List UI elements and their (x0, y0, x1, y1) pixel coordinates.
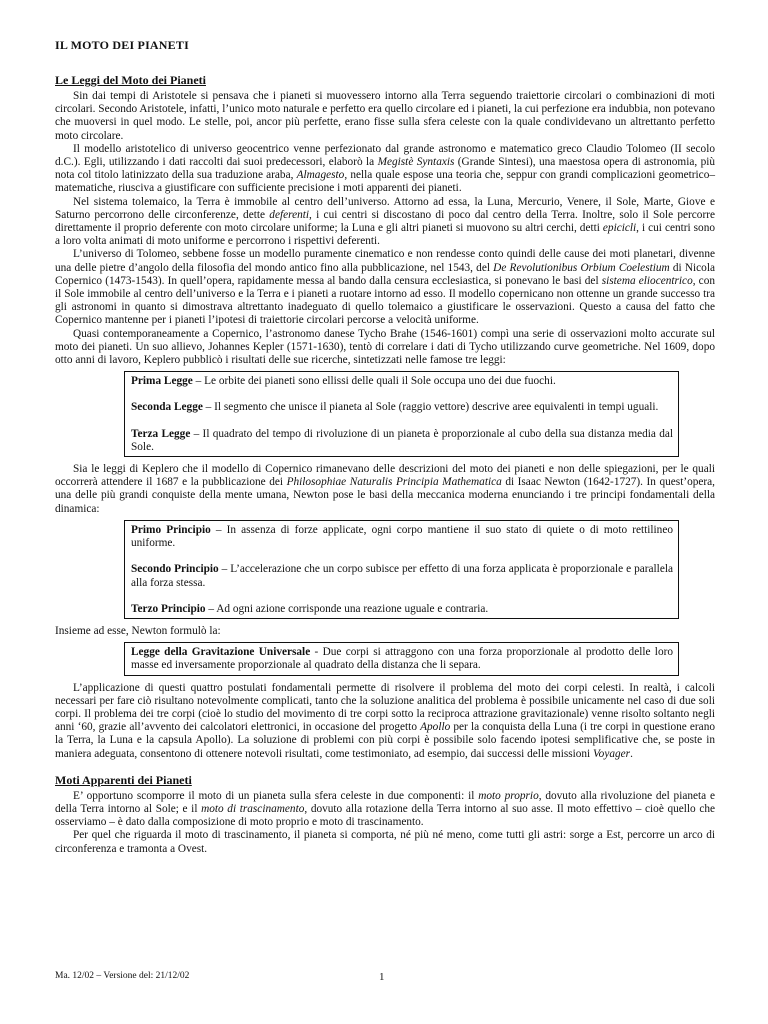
paragraph-ptolemaic-system: Nel sistema tolemaico, la Terra è immobile al centro dell’universo. Attorno ad essa, la Luna, Mercurio, Venere, il Sole, Marte, Giove e Saturno percorrono delle circonferenze, dette deferenti, i cui centri si discostano di poco dal centro della Terra. Inoltre, solo il Sole percorre direttamente il proprio deferente con moto circolare uniforme; la Luna e gli altri pianeti si muovono su altri cerchi, detti epicicli, i cui centri sono a loro volta animati di moto uniforme e percorrono i rispettivi deferenti. (55, 195, 716, 248)
page-number: 1 (379, 971, 385, 983)
kepler-third-law: Terza Legge – Il quadrato del tempo di rivoluzione di un pianeta è proporzionale al cubo della sua distanza media dal Sole. (131, 427, 674, 453)
gravitation-law: Legge della Gravitazione Universale - Due corpi si attraggono con una forza proporzionale al prodotto delle loro masse ed inversamente proporzionale al quadrato della distanza che li separa. (131, 646, 673, 672)
kepler-laws-box (124, 371, 679, 457)
newton-second-principle: Secondo Principio – L’accelerazione che un corpo subisce per effetto di una forza applicata è proporzionale e parallela alla forza stessa. (131, 563, 673, 589)
newton-first-principle: Primo Principio – In assenza di forze applicate, ogni corpo mantiene il suo stato di quiete o di moto rettilineo uniforme. (131, 523, 673, 550)
paragraph-motion-components: E’ opportuno scomporre il moto di un pianeta sulla sfera celeste in due componenti: il moto proprio, dovuto alla rivoluzione del pianeta e della Terra intorno al Sole; e il moto di trascinamento, dovuto alla rotazione della Terra intorno al suo asse. Il moto effettivo – cioè quello che osserviamo – è dato dalla composizione di moto proprio e moto di trascinamento. (55, 789, 716, 829)
section-heading-apparent-motions: Moti Apparenti dei Pianeti (55, 772, 192, 787)
paragraph-gravitation-intro: Insieme ad esse, Newton formulò la: (55, 624, 221, 637)
gravitation-law-box (124, 642, 679, 675)
paragraph-tycho-kepler: Quasi contemporaneamente a Copernico, l’astronomo danese Tycho Brahe (1546-1601) compì una serie di osservazioni molto accurate sul moto dei pianeti. Un suo allievo, Johannes Kepler (1571-1630), tentò di correlare i dati di Tycho utilizzando curve geometriche. Nel 1609, dopo otto anni di lavoro, Keplero pubblicò i risultati delle sue ricerche, sintetizzati nelle famose tre leggi: (55, 327, 715, 367)
version-info: Ma. 12/02 – Versione del: 21/12/02 (55, 971, 190, 981)
section-heading-laws: Le Leggi del Moto dei Pianeti (55, 73, 206, 87)
paragraph-aristotle: Sin dai tempi di Aristotele si pensava che i pianeti si muovessero intorno alla Terra seguendo traiettorie circolari o combinazioni di moti circolari. Secondo Aristotele, infatti, l’unico moto naturale e perfetto era quello circolare ed i pianeti, la cui perfezione era indubbia, non potevano che muoversi in quel modo. Le stelle, poi, ancor più perfette, erano fisse sulla sfera celeste con la quale condividevano un altrettanto perfetto moto circolare. (55, 90, 715, 142)
page-title: IL MOTO DEI PIANETI (55, 38, 189, 52)
document-page (55, 38, 715, 856)
paragraph-diurnal-motion: Per quel che riguarda il moto di trascinamento, il pianeta si comporta, né più né meno, come tutti gli astri: sorge a Est, percorre un arco di circonferenza e tramonta a Ovest. (55, 829, 715, 855)
paragraph-ptolemy: Il modello aristotelico di universo geocentrico venne perfezionato dal grande astronomo e matematico greco Claudio Tolomeo (II secolo d.C.). Egli, utilizzando i dati raccolti dai suoi predecessori, elaborò la Megistè Syntaxis (Grande Sintesi), una maestosa opera di astronomia, più nota col titolo latinizzato della sua traduzione araba, Almagesto, nella quale espose una teoria che, seppur con grandi complicazioni geometrico–matematiche, riusciva a giustificare con sufficiente precisione i moti apparenti dei pianeti. (55, 142, 716, 195)
kepler-first-law: Prima Legge – Le orbite dei pianeti sono ellissi delle quali il Sole occupa uno dei due fuochi. (131, 375, 556, 388)
paragraph-celestial-mechanics: L’applicazione di questi quattro postulati fondamentali permette di risolvere il problema del moto dei corpi celesti. In realtà, i calcoli necessari per fare ciò risultano notevolmente complicati, tanto che la soluzione analitica del problema è possibile unicamente nel caso di due soli corpi. Il problema dei tre corpi (cioè lo studio del movimento di tre corpi sotto la reciproca attrazione gravitazionale) venne risolto soltanto negli anni ‘60, grazie all’avvento dei calcolatori elettronici, in occasione del progetto Apollo per la conquista della Luna (i tre corpi in questione erano la Terra, la Luna e la capsula Apollo). La soluzione di problemi con più corpi è possibile solo facendo ipotesi semplificative che, se poste in maniera adeguata, consentono di ottenere notevoli risultati, come testimoniato, ad esempio, dai successi delle missioni Voyager. (55, 681, 715, 760)
kepler-second-law: Seconda Legge – Il segmento che unisce il pianeta al Sole (raggio vettore) descrive aree equivalenti in tempi uguali. (131, 401, 659, 414)
page-footer (55, 970, 715, 982)
paragraph-newton: Sia le leggi di Keplero che il modello di Copernico rimanevano delle descrizioni del moto dei pianeti e non delle spiegazioni, per le quali occorrerà attendere il 1687 e la pubblicazione dei Philosophiae Naturalis Principia Mathematica di Isaac Newton (1642-1727). In quest’opera, una delle più grandi conquiste della mente umana, Newton pose le basi della meccanica moderna enunciando i tre principi fondamentali della dinamica: (55, 463, 716, 515)
newton-principles-box (124, 520, 679, 619)
newton-third-principle: Terzo Principio – Ad ogni azione corrisponde una reazione uguale e contraria. (131, 602, 489, 615)
paragraph-copernicus: L’universo di Tolomeo, sebbene fosse un modello puramente cinematico e non rendesse conto quindi delle cause dei moti planetari, divenne una delle pietre d’angolo della filosofia del mondo antico fino alla pubblicazione, nel 1543, del De Revolutionibus Orbium Coelestium di Nicola Copernico (1473-1543). In quell’opera, rapidamente messa al bando dalla censura ecclesiastica, si ponevano le basi del sistema eliocentrico, con il Sole immobile al centro dell’universo e la Terra e i pianeti a ruotare intorno ad esso. Il modello copernicano non ottenne un grande successo tra gli astronomi in quanto si dimostrava altrettanto inadeguato di quello tolemaico a giustificare le osservazioni. Questo a causa del fatto che Copernico mantenne per i pianeti l’ipotesi di traiettorie circolari percorse a velocità uniforme. (55, 248, 715, 327)
